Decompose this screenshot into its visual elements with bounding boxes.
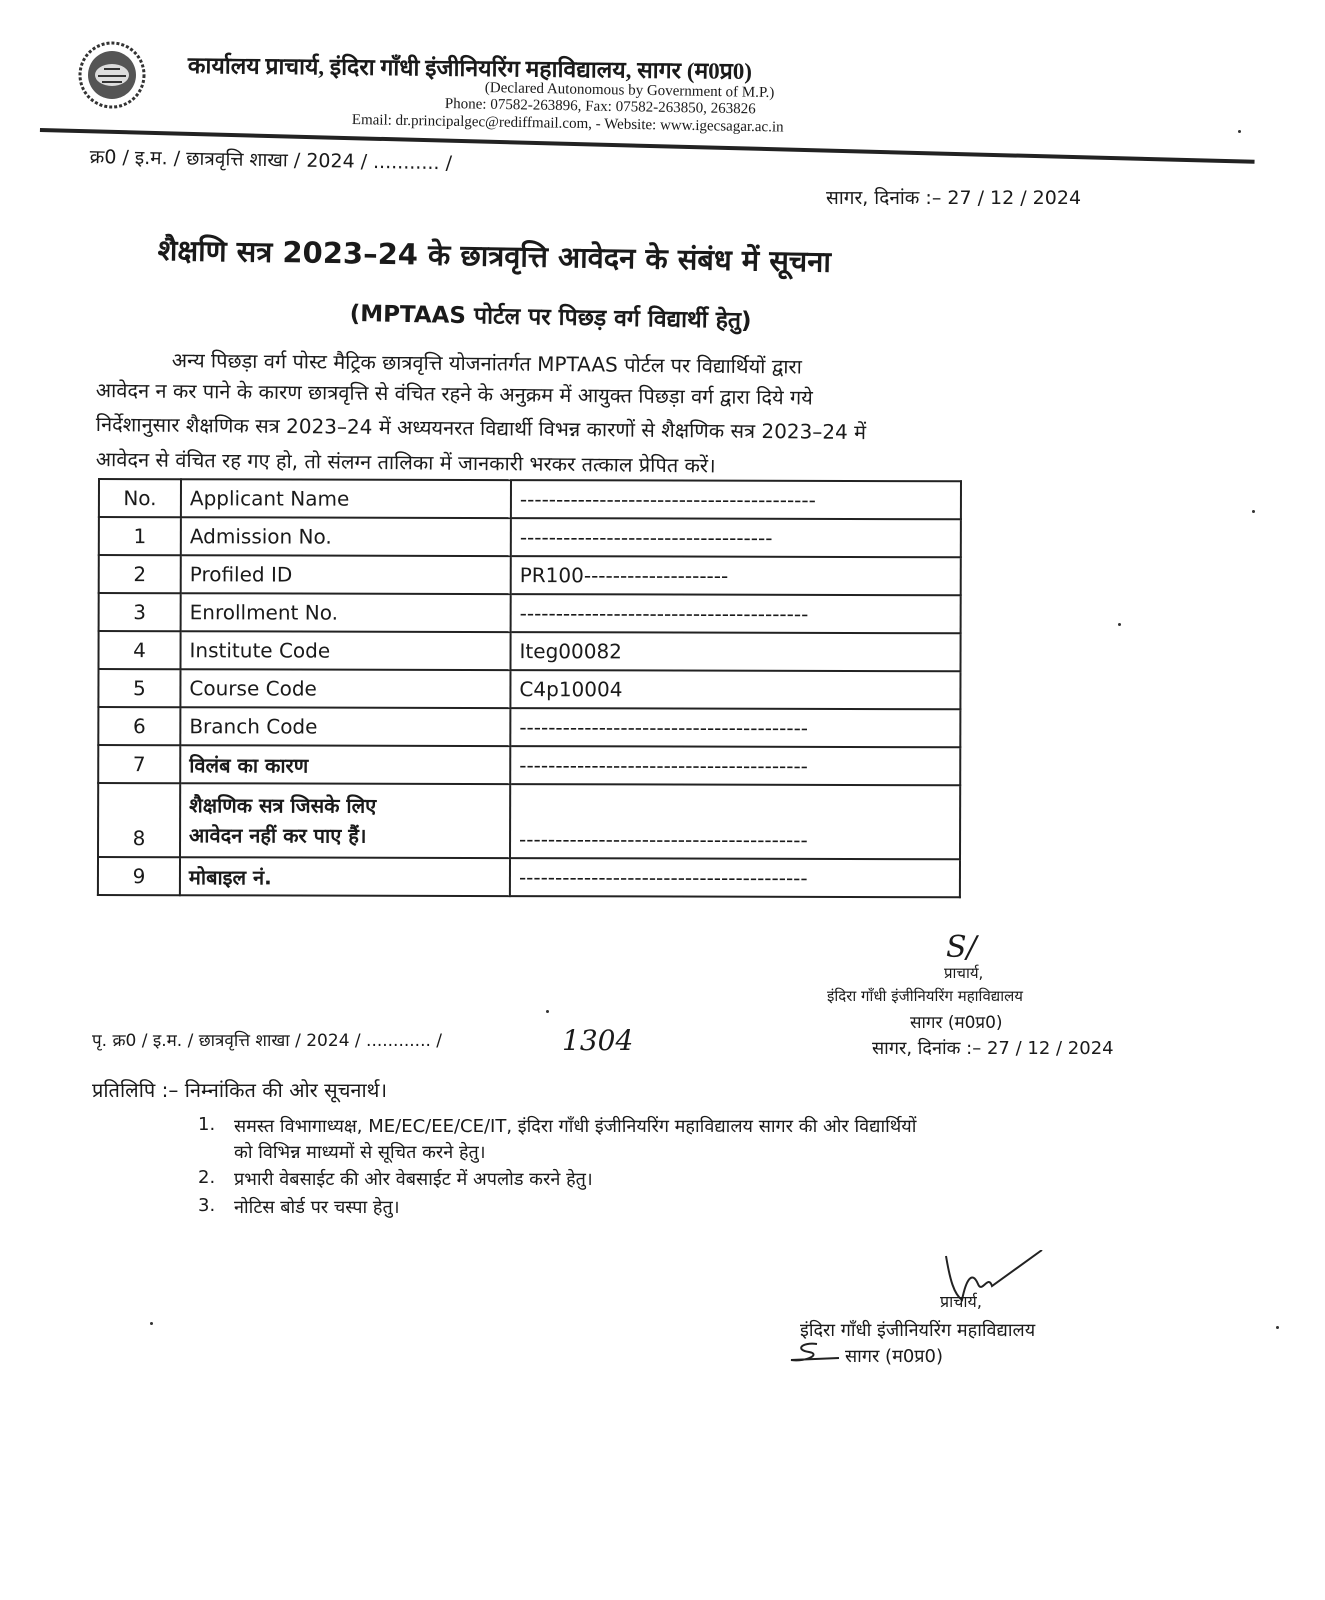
table-row [98, 669, 960, 709]
row-number: 2 [99, 555, 181, 593]
row-label: Institute Code [180, 631, 510, 670]
copy-item-number: 3. [198, 1195, 216, 1216]
row-label: Enrollment No. [181, 593, 511, 632]
row-number: 8 [98, 783, 180, 857]
phone-fax-line: Phone: 07582-263896, Fax: 07582-263850, 263826 [444, 96, 756, 118]
signatory-city: सागर (म0प्र0) [910, 1013, 1003, 1033]
signatory-college: इंदिरा गाँधी इंजीनियरिंग महाविद्यालय [827, 987, 1023, 1005]
reference-number: क्र0 / इ.म. / छात्रवृत्ति शाखा / 2024 / ........... / [89, 145, 453, 175]
table-row [99, 593, 961, 633]
handwritten-dispatch-number: 1304 [562, 1024, 634, 1057]
row-label [180, 783, 510, 858]
row-label-line-1: शैक्षणिक सत्र जिसके लिए [189, 793, 377, 818]
body-line-4: आवेदन से वंचित रह गए हो, तो संलग्न तालिका में जानकारी भरकर तत्काल प्रेपित करें। [95, 446, 716, 478]
copy-to-heading: प्रतिलिपि :– निम्नांकित की ओर सूचनार्थ। [92, 1078, 388, 1102]
scan-speck [150, 1322, 153, 1325]
row-number: 6 [98, 707, 180, 745]
table-row [99, 555, 961, 595]
row-number: 4 [98, 631, 180, 669]
college-logo-icon [62, 40, 162, 110]
row-value: ---------------------------------------- [511, 594, 961, 633]
row-label: Course Code [180, 669, 510, 708]
body-line-3: निर्देशानुसार शैक्षणिक सत्र 2023–24 में अध्ययनरत विद्यार्थी विभन्न कारणों से शैक्षणिक सत्र 2023–24 में [95, 411, 867, 445]
row-number: 1 [99, 517, 181, 555]
copy-item-text: नोटिस बोर्ड पर चस्पा हेतु। [234, 1197, 400, 1218]
copy-item-number: 1. [198, 1114, 216, 1135]
row-number: 7 [98, 745, 180, 783]
row-label: Applicant Name [181, 479, 511, 518]
row-value: ---------------------------------------- [510, 784, 960, 859]
copy-item-number: 2. [198, 1167, 216, 1188]
signatory-designation: प्राचार्य, [944, 964, 984, 982]
signatory-designation: प्राचार्य, [940, 1292, 982, 1311]
row-value: PR100-------------------- [511, 556, 961, 595]
signatory-city-text: सागर (म0प्र0) [845, 1346, 944, 1367]
copy-item-text: समस्त विभागाध्यक्ष, ME/EC/EE/CE/IT, इंदिरा गाँधी इंजीनियरिंग महाविद्यालय सागर की ओर विद्यार्थियों [234, 1116, 917, 1137]
scan-speck [1276, 1326, 1279, 1329]
scan-speck [1252, 510, 1255, 513]
endorsement-reference: पृ. क्र0 / इ.म. / छात्रवृत्ति शाखा / 2024 / ............ / [92, 1031, 443, 1051]
row-label: Admission No. [181, 517, 511, 556]
table-row [98, 857, 960, 897]
application-table [97, 478, 962, 898]
autonomous-status: (Declared Autonomous by Government of M.P.) [484, 80, 775, 102]
signature-initials: S/ [946, 930, 977, 965]
signatory-city [845, 1344, 943, 1368]
row-label: मोबाइल नं. [180, 857, 510, 896]
date-line-bottom: सागर, दिनांक :– 27 / 12 / 2024 [872, 1038, 1114, 1059]
office-title: कार्यालय प्राचार्य, इंदिरा गाँधी इंजीनियरिंग महाविद्यालय, सागर (म0प्र0) [187, 52, 753, 84]
scan-speck [1238, 130, 1241, 133]
body-line-1: अन्य पिछड़ा वर्ग पोस्ट मैट्रिक छात्रवृत्ति योजनांतर्गत MPTAAS पोर्टल पर विद्यार्थियों द्वारा [171, 347, 802, 379]
row-number: 3 [99, 593, 181, 631]
copy-item-text: प्रभारी वेबसाईट की ओर वेबसाईट में अपलोड करने हेतु। [234, 1169, 593, 1190]
table-row [99, 479, 961, 519]
row-number: 5 [98, 669, 180, 707]
copy-item-text-cont: को विभिन्न माध्यमों से सूचित करने हेतु। [234, 1142, 486, 1163]
row-label-line-2: आवेदन नहीं कर पाए हैं। [189, 823, 367, 848]
table-row [98, 707, 960, 747]
notice-subtitle: (MPTAAS पोर्टल पर पिछड़ वर्ग विद्यार्थी हेतु) [349, 300, 752, 335]
table-row [98, 783, 960, 859]
row-number: No. [99, 479, 181, 517]
date-line: सागर, दिनांक :– 27 / 12 / 2024 [826, 187, 1082, 209]
email-website-line: Email: dr.principalgec@rediffmail.com, - Website: www.igecsagar.ac.in [351, 112, 784, 136]
row-value: C4p10004 [510, 670, 960, 709]
row-label: Profiled ID [181, 555, 511, 594]
table-row [98, 745, 960, 785]
row-label: विलंब का कारण [180, 745, 510, 784]
signatory-college: इंदिरा गाँधी इंजीनियरिंग महाविद्यालय [800, 1320, 1036, 1341]
notice-title: शैक्षणि सत्र 2023–24 के छात्रवृत्ति आवेदन के संबंध में सूचना [157, 232, 832, 279]
initials-flourish-icon [787, 1340, 843, 1364]
row-value: ----------------------------------------- [511, 480, 961, 519]
row-value: ---------------------------------------- [510, 858, 960, 897]
row-value: ---------------------------------------- [510, 746, 960, 785]
scan-speck [546, 1010, 549, 1013]
row-value: ----------------------------------- [511, 518, 961, 557]
body-line-2: आवेदन न कर पाने के कारण छात्रवृत्ति से वंचित रहने के अनुक्रम में आयुक्त पिछड़ा वर्ग द्वारा दिये गये [95, 377, 813, 410]
row-number: 9 [98, 857, 180, 895]
row-label: Branch Code [180, 707, 510, 746]
table-row [99, 517, 961, 557]
row-value: ---------------------------------------- [510, 708, 960, 747]
table-row [98, 631, 960, 671]
row-value: Iteg00082 [510, 632, 960, 671]
scan-speck [1118, 623, 1121, 626]
